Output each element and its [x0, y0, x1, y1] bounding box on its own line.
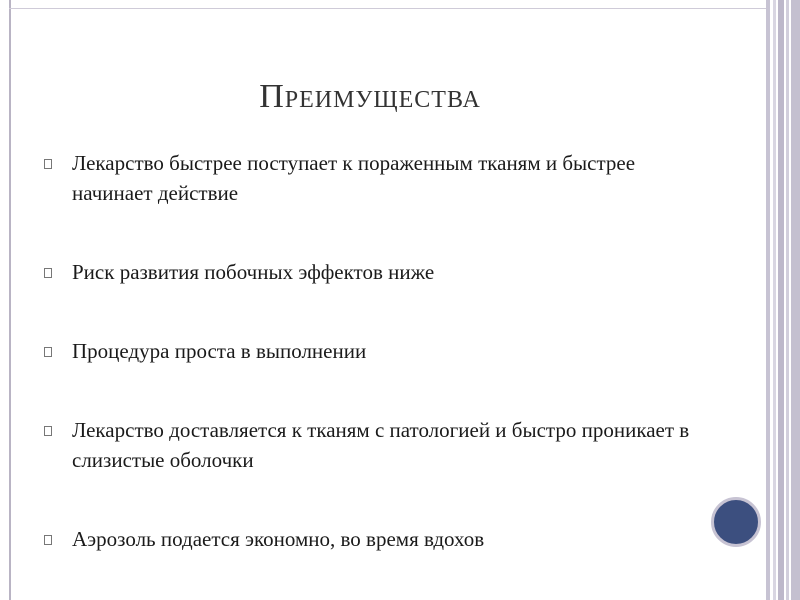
bullet-square-icon — [44, 159, 52, 169]
bullet-text: Процедура проста в выполнении — [72, 339, 367, 363]
bullet-text: Лекарство доставляется к тканям с патологией и быстро проникает в слизистые оболочки — [72, 418, 690, 472]
right-stripe — [766, 0, 770, 600]
right-stripe — [791, 0, 800, 600]
slide-title: Преимущества — [259, 78, 481, 115]
bullet-list — [40, 148, 690, 554]
bullet-text: Риск развития побочных эффектов ниже — [72, 260, 435, 284]
bullet-item — [40, 336, 690, 366]
frame-top-line — [9, 8, 769, 9]
bullet-item — [40, 148, 690, 208]
bullet-item — [40, 415, 690, 475]
bullet-text: Аэрозоль подается экономно, во время вдохов — [72, 527, 485, 551]
bullet-square-icon — [44, 426, 52, 436]
right-stripe — [778, 0, 784, 600]
decorative-circle — [711, 497, 761, 547]
bullet-text: Лекарство быстрее поступает к пораженным тканям и быстрее начинает действие — [72, 151, 636, 205]
bullet-item — [40, 257, 690, 287]
bullet-item — [40, 524, 690, 554]
bullet-square-icon — [44, 268, 52, 278]
bullet-square-icon — [44, 347, 52, 357]
right-stripe — [786, 0, 789, 600]
right-stripe — [773, 0, 776, 600]
bullet-square-icon — [44, 535, 52, 545]
